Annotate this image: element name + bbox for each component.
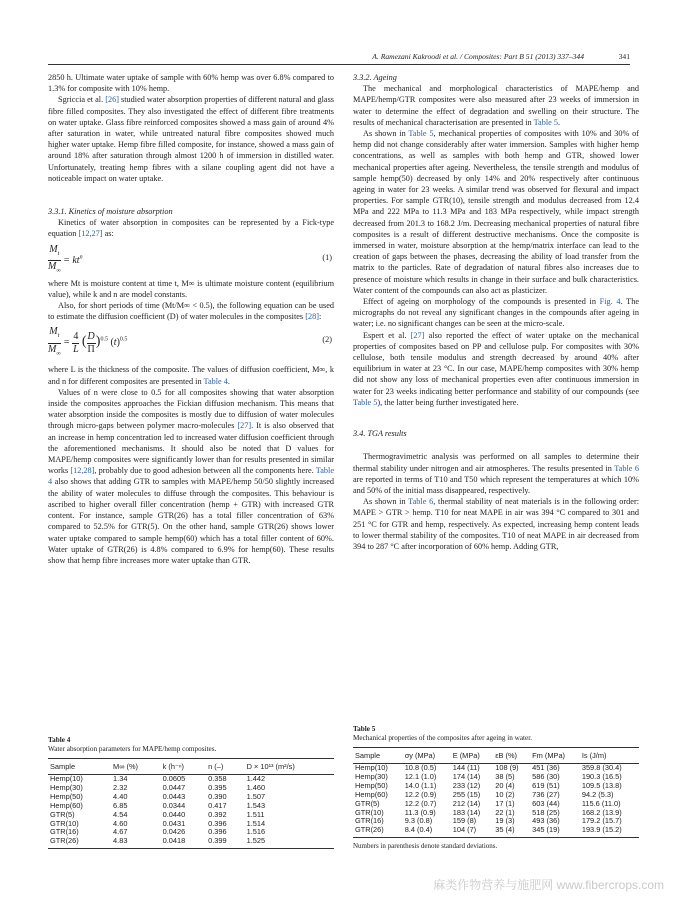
table-cell: 6.85 (113, 800, 128, 810)
table-cell: GTR(10) (355, 807, 384, 817)
table-cell: 0.0447 (162, 782, 186, 792)
table-cell: 183 (14) (452, 807, 481, 817)
table-4 (48, 736, 334, 849)
table-cell: 12.2 (0.7) (404, 798, 437, 808)
table-row (48, 775, 334, 784)
table-cell: 0.399 (206, 837, 244, 848)
table-caption: Table 4 Water absorption parameters for MAPE/hemp composites. (48, 736, 217, 753)
table-cell: 1.460 (246, 782, 266, 792)
citation-link[interactable]: [26] (105, 95, 119, 105)
equation-2: $\frac{M_t}{M_\infty}$ = $\frac{4}{L}$ ( $\frac{D}{\Pi}$ )$^{0.5}$ $(t)^{0.5}$ (2) (48, 326, 332, 357)
section-heading: 3.3.1. Kinetics of moisture absorption (48, 207, 173, 217)
column-header: Fm (MPa) (530, 748, 580, 764)
table-cell: GTR(5) (50, 809, 75, 819)
table-cell: 0.0344 (162, 800, 186, 810)
table-cell: GTR(26) (48, 837, 111, 848)
table-cell: 0.0443 (162, 791, 186, 801)
equation-number: (2) (322, 335, 332, 345)
table-cell: 10 (2) (495, 789, 515, 799)
table-cell: 1.543 (246, 800, 266, 810)
section-heading: 3.3.2. Ageing (353, 73, 397, 82)
table-cell: 190.3 (16.5) (581, 771, 622, 781)
table-cell: Hemp(10) (50, 774, 83, 783)
table-cell: 1.507 (246, 791, 266, 801)
table-cell: 35 (4) (493, 826, 530, 837)
table-cell: 159 (8) (452, 816, 477, 826)
table-cell: 4.54 (113, 809, 128, 819)
table-cell: Hemp(50) (355, 780, 388, 790)
paragraph: where L is the thickness of the composite. The values of diffusion coefficient, M∞, k and n for different composites are presented in Table 4. (48, 365, 334, 386)
table-cell: 0.0426 (162, 827, 186, 837)
paragraph: where Mt is moisture content at time t, M∞ is ultimate moisture content (equilibrium value), while k and n are model constants. (48, 278, 334, 299)
table-cell: 22 (1) (495, 807, 515, 817)
table-link[interactable]: Table 5 (353, 397, 378, 407)
paragraph: Also, for short periods of time (Mt/M∞ < 0.5), the following equation can be used to estimate the diffusion coefficient (D) of water molecules in the composites [28]: (48, 301, 334, 322)
column-header: n (–) (206, 759, 244, 775)
table-cell: 38 (5) (495, 771, 515, 781)
table-row (48, 811, 334, 820)
table-cell: 4.40 (113, 791, 128, 801)
paragraph: As shown in Table 6, thermal stability of neat materials is in the following order: MAPE > GTR > hemp. T10 for neat MAPE in air was 394 °C compared to 301 and 251 °C for GTR and hemp, respectively. As expected, increasing hemp content leads to lower thermal stability of the composites. T10 of neat MAPE in air decreased from 394 to 287 °C after incorporation of 60% hemp. Adding GTR, (353, 497, 639, 551)
table-cell: GTR(16) (50, 827, 79, 837)
table-cell: 2.32 (113, 782, 128, 792)
table-cell: Hemp(30) (50, 782, 83, 792)
paragraph: Espert et al. [27] also reported the effect of water uptake on the mechanical properties of composites based on PP and cellulose pulp. For composites with 30% cellulose, both tensile modulus and strength decreased by around 40% after equilibrium in water at 23 °C. In our case, MAPE/hemp composites with 30% hemp did not show any loss of mechanical properties even after continuous immersion in water for 23 weeks indicating better performance and stability of our compounds (see Table 5), the latter being further investigated here. (353, 330, 639, 407)
table-cell: 451 (36) (532, 763, 560, 772)
table-link[interactable]: Table 6 (614, 463, 639, 473)
table-cell: 0.0431 (162, 818, 186, 828)
table-cell: GTR(10) (50, 818, 79, 828)
table-cell: 0.0440 (162, 809, 186, 819)
table-cell: 11.3 (0.9) (404, 807, 436, 817)
right-column (353, 72, 639, 552)
table-cell: Hemp(60) (355, 789, 388, 799)
table-cell: 12.2 (0.9) (404, 789, 437, 799)
paragraph: 2850 h. Ultimate water uptake of sample with 60% hemp was over 6.8% compared to 1.3% for composite with 10% hemp. (48, 73, 334, 94)
table-cell: 12.1 (1.0) (404, 771, 437, 781)
table-cell: 1.511 (246, 809, 265, 819)
table-row (48, 793, 334, 802)
table-cell: 0.0418 (161, 837, 207, 848)
table-row (48, 802, 334, 811)
table-cell: 1.514 (246, 818, 266, 828)
table-cell: 94.2 (5.3) (581, 789, 614, 799)
table-row (48, 820, 334, 829)
table-cell: 0.392 (208, 809, 227, 819)
table-cell: 8.4 (0.4) (403, 826, 451, 837)
table-cell: GTR(5) (355, 798, 380, 808)
table-link[interactable]: Table 4 (203, 376, 228, 386)
table-cell: 0.0605 (162, 774, 186, 783)
table-cell: 359.8 (30.4) (581, 763, 622, 772)
table-cell: 0.395 (208, 782, 227, 792)
paragraph: Thermogravimetric analysis was performed on all samples to determine their thermal stability under nitrogen and air atmospheres. The results presented in Table 6 are reported in terms of T10 and T50 which represent the temperatures at which 10% and 50% of the initial mass disappeared, respectively. (353, 452, 639, 495)
table-cell: 174 (14) (452, 771, 481, 781)
column-header: k (h⁻ⁿ) (161, 759, 207, 775)
table-cell: 586 (30) (532, 771, 560, 781)
table-4-grid (48, 758, 334, 849)
table-cell: 255 (15) (452, 789, 481, 799)
table-cell: 4.60 (113, 818, 128, 828)
table-cell: 179.2 (15.7) (581, 816, 622, 826)
citation-link[interactable]: [12,27] (78, 229, 103, 239)
table-cell: 10.8 (0.5) (404, 763, 437, 772)
table-cell: 19 (3) (495, 816, 515, 826)
table-row (353, 826, 639, 837)
table-5 (353, 725, 639, 850)
table-cell: 0.417 (208, 800, 227, 810)
citation-link[interactable]: [12,28] (70, 466, 95, 476)
table-cell: 17 (1) (495, 798, 515, 808)
table-row (48, 837, 334, 848)
table-cell: 104 (7) (451, 826, 494, 837)
table-cell: 4.67 (113, 827, 128, 837)
citation-link[interactable]: [27] (237, 421, 252, 431)
left-column (48, 72, 334, 566)
table-cell: 144 (11) (452, 763, 480, 772)
table-cell: GTR(26) (353, 826, 403, 837)
paragraph: Sgriccia et al. [26] studied water absorption properties of different natural and glass fibre filled composites. They also investigated the effect of different fibre treatments on water uptake. Glass fibre reinforced composites showed a mass gain of around 4% after saturation in water, while untreated natural fibre composites showed much higher water uptake. Hemp fibre filled composite, for instance, showed a mass gain of around 18% after saturation through almost 1200 h of immersion in distilled water. Unfortunately, treating hemp fibres with a silane coupling agent did not have a noticeable impact on water uptake. (48, 95, 334, 183)
paragraph: The mechanical and morphological characteristics of MAPE/hemp and MAPE/hemp/GTR composites were also measured after 23 weeks of immersion in water to determine the effect of degradation and swelling on their structure. The results of mechanical characterisation are presented in Table 5. (353, 84, 639, 127)
table-cell: 1.525 (245, 837, 334, 848)
table-cell: 168.2 (13.9) (581, 807, 622, 817)
figure-link[interactable]: Fig. 4 (599, 297, 621, 307)
table-cell: Hemp(60) (50, 800, 83, 810)
table-footnote: Numbers in parenthesis denote standard deviations. (353, 842, 498, 851)
table-cell: 20 (4) (495, 780, 515, 790)
table-5-grid (353, 747, 639, 838)
table-cell: 4.83 (111, 837, 161, 848)
column-header: Is (J/m) (580, 748, 639, 764)
citation-link[interactable]: [28] (305, 312, 319, 322)
header-rule (48, 64, 630, 65)
table-cell: 0.396 (208, 827, 227, 837)
table-cell: 0.390 (208, 791, 227, 801)
table-cell: 345 (19) (530, 826, 580, 837)
table-cell: 212 (14) (452, 798, 481, 808)
table-cell: 193.9 (15.2) (580, 826, 639, 837)
page-number: 341 (618, 52, 630, 61)
table-cell: 603 (44) (532, 798, 560, 808)
table-cell: 0.396 (208, 818, 227, 828)
equation-1: $\frac{M_t}{M_\infty}$ = $kt^n$ (1) (48, 243, 332, 274)
running-header (48, 52, 630, 64)
paragraph: Effect of ageing on morphology of the compounds is presented in Fig. 4. The micrographs do not reveal any significant changes in the compounds after ageing in water; i.e. no significant changes can be seen at the micro-scale. (353, 297, 640, 329)
section-heading: 3.4. TGA results (353, 429, 407, 439)
equation-number: (1) (322, 252, 332, 262)
table-cell: 9.3 (0.8) (404, 816, 433, 826)
column-header: E (MPa) (451, 748, 494, 764)
table-link[interactable]: Table 5 (408, 129, 434, 139)
column-header: Sample (48, 759, 111, 775)
table-cell: 1.516 (246, 827, 266, 837)
table-row (48, 828, 334, 837)
table-cell: 493 (36) (532, 816, 560, 826)
table-cell: Hemp(10) (355, 763, 388, 772)
table-cell: GTR(16) (355, 816, 384, 826)
journal-citation: A. Ramezani Kakroodi et al. / Composites: Part B 51 (2013) 337–344 (372, 52, 584, 61)
table-row (48, 784, 334, 793)
table-link[interactable]: Table 5 (533, 117, 558, 127)
column-header: D × 10¹³ (m²/s) (245, 759, 334, 775)
paragraph: Kinetics of water absorption in composites can be represented by a Fick-type equation [12,27] as: (48, 218, 334, 239)
paragraph: Values of n were close to 0.5 for all composites showing that water absorption inside the composites approaches the Fickian diffusion mechanism. This means that water absorption inside the composites is mostly due to diffusion of water molecules through micro-gaps between polymer macro-molecules [27]. It is also observed that an increase in hemp concentration led to increased water diffusion coefficient through the aforementioned mechanisms. It should also be noted that D values for MAPE/hemp composites were significantly lower than for results presented in similar works [12,28], probably due to good adhesion between all the components here. Table 4 also shows that adding GTR to samples with MAPE/hemp 50/50 slightly increased the ability of water molecules to diffuse through the composites. This behaviour is ascribed to higher overall filler concentration (hemp + GTR) with increased GTR content. For instance, sample GTR(26) has a total filler concentration of 63% compared to 52.5% for GTR(5). On the other hand, sample GTR(26) shows lower water uptake compared to sample hemp(60) which has a total filler content of 60%. Water uptake of GTR(26) is 4.8% compared to 6.9% for hemp(60). These results show that hemp fibre increases more water uptake than GTR. (48, 387, 334, 565)
table-link[interactable]: Table 6 (408, 497, 434, 507)
table-cell: 619 (51) (532, 780, 560, 790)
table-cell: Hemp(30) (355, 771, 388, 781)
table-caption: Table 5 Mechanical properties of the composites after ageing in water. (353, 725, 533, 742)
column-header: εB (%) (493, 748, 530, 764)
citation-link[interactable]: [27] (410, 330, 425, 340)
table-cell: 109.5 (13.8) (581, 780, 622, 790)
table-cell: 108 (9) (495, 763, 519, 772)
column-header: σy (MPa) (403, 748, 451, 764)
table-link[interactable]: Table 4 (48, 466, 334, 487)
column-header: M∞ (%) (111, 759, 161, 775)
table-cell: 518 (25) (532, 807, 560, 817)
table-cell: 1.34 (113, 774, 128, 783)
column-header: Sample (353, 748, 403, 764)
table-cell: 14.0 (1.1) (404, 780, 437, 790)
table-cell: 0.358 (208, 774, 227, 783)
table-cell: 115.6 (11.0) (581, 798, 621, 808)
table-cell: 1.442 (246, 774, 266, 783)
watermark: 麻类作物营养与施肥网 www.fibercrops.com (433, 878, 664, 892)
table-cell: 736 (27) (532, 789, 560, 799)
table-cell: 233 (12) (452, 780, 481, 790)
table-cell: Hemp(50) (50, 791, 83, 801)
paragraph: As shown in Table 5, mechanical properties of composites with 10% and 30% of hemp did not change considerably after water immersion. Samples with higher hemp concentrations, as well as samples with both hemp and GTR, showed lower mechanical properties after ageing. Nevertheless, the tensile strength and modulus of sample hemp(50) decreased by only 14% and 20% respectively after continuous ageing in water for 23 weeks. A similar trend was observed for flexural and impact properties. For sample GTR(10), tensile strength and modulus decreased from 12.4 MPa and 222 MPa to 11.3 MPa and 183 MPa respectively, while impact strength decreased from 201.3 to 168.2 J/m. Decreasing mechanical properties of natural fibre composites is a result of different destructive mechanisms. Once the composite is immersed in water, moisture absorption at the hemp/matrix interface can lead to the creation of gaps between the phases, decreasing the ability of load transfer from the matrix to the particles. Rate of degradation of natural fibres also increases due to presence of moisture which results in change in their surface and bulk characteristics. Water content of the compounds can also act as plasticizer. (353, 129, 639, 295)
